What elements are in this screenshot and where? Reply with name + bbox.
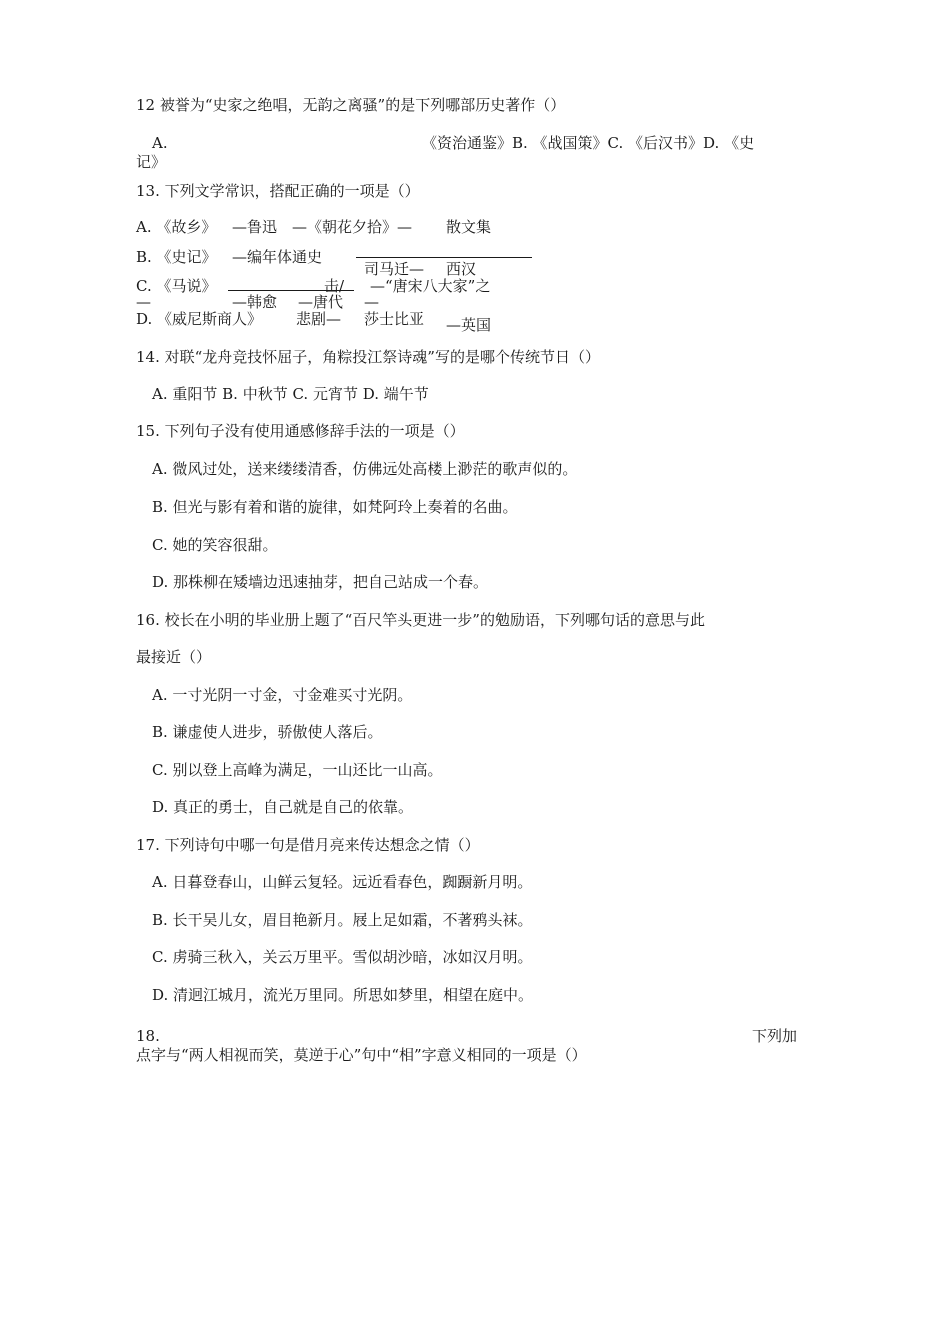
q13-stem: 13. 下列文学常识，搭配正确的一项是（） (136, 182, 420, 200)
q18-stem-right: 下列加 (752, 1027, 798, 1045)
q17-option-b: B. 长干吴儿女，眉目艳新月。屐上足如霜，不著鸦头袜。 (152, 911, 533, 929)
q17-stem: 17. 下列诗句中哪一句是借月亮来传达想念之情（） (136, 836, 480, 854)
q15-option-b: B. 但光与影有着和谐的旋律，如梵阿玲上奏着的名曲。 (152, 498, 518, 516)
q13-option-d-genre: 悲剧— (296, 310, 342, 328)
q18-stem-line2: 点字与“两人相视而笑，莫逆于心”句中“相”字意义相同的一项是（） (136, 1046, 587, 1064)
q17-option-c: C. 虏骑三秋入，关云万里平。雪似胡沙暗，冰如汉月明。 (152, 948, 533, 966)
q13-option-d-label: D. 《威尼斯商人》 (136, 310, 263, 328)
q12-option-a-label: A. (152, 134, 168, 152)
q13-option-d-author: 莎士比亚 (364, 310, 425, 328)
q13-option-b-author: 司马迁— (364, 260, 425, 278)
q12-options: 《资治通鉴》B. 《战国策》C. 《后汉书》D. 《史 (422, 134, 755, 152)
q16-option-a: A. 一寸光阴一寸金，寸金难买寸光阴。 (152, 686, 413, 704)
q13-option-c-author: —韩愈 (232, 293, 278, 311)
q12-options-tail: 记》 (136, 153, 167, 171)
q17-option-a: A. 日暮登春山，山鲜云复轻。远近看春色，踟蹰新月明。 (152, 873, 533, 891)
q13-option-c-fragment: 击/ (324, 277, 345, 295)
q13-option-c-dash-right: — (364, 293, 379, 311)
q13-option-c-label: C. 《马说》 (136, 277, 217, 295)
q16-option-d: D. 真正的勇士，自己就是自己的依靠。 (152, 798, 414, 816)
q13-option-c-dynasty: —唐代 (298, 293, 344, 311)
q13-option-b-dynasty: 西汉 (446, 260, 477, 278)
q16-option-c: C. 别以登上高峰为满足，一山还比一山高。 (152, 761, 443, 779)
q16-stem-line2: 最接近（） (136, 648, 212, 666)
q14-options: A. 重阳节 B. 中秋节 C. 元宵节 D. 端午节 (152, 385, 429, 403)
q12-stem: 12 被誉为“史家之绝唱，无韵之离骚”的是下列哪部历史著作（） (136, 96, 566, 114)
q15-option-a: A. 微风过处，送来缕缕清香，仿佛远处高楼上渺茫的歌声似的。 (152, 460, 578, 478)
q17-option-d: D. 清迥江城月，流光万里同。所思如梦里，相望在庭中。 (152, 986, 534, 1004)
q15-option-c: C. 她的笑容很甜。 (152, 536, 278, 554)
q13-option-d-country: —英国 (446, 316, 492, 334)
q16-stem-line1: 16. 校长在小明的毕业册上题了“百尺竿头更进一步”的勉励语，下列哪句话的意思与此 (136, 611, 705, 629)
q13-option-c-dash-left: — (136, 293, 151, 311)
q14-stem: 14. 对联“龙舟竞技怀屈子，角粽投江祭诗魂”写的是哪个传统节日（） (136, 348, 600, 366)
q13-option-b-genre: —编年体通史 (232, 248, 323, 266)
q15-option-d: D. 那株柳在矮墙边迅速抽芽，把自己站成一个春。 (152, 573, 489, 591)
q13-option-c-note: —“唐宋八大家”之 (370, 277, 491, 295)
q13-option-a-work: —《朝花夕拾》— (292, 218, 413, 236)
q16-option-b: B. 谦虚使人进步，骄傲使人落后。 (152, 723, 383, 741)
q13-option-b-underline (356, 257, 532, 258)
q18-number: 18. (136, 1027, 160, 1045)
q13-option-b-label: B. 《史记》 (136, 248, 217, 266)
q15-stem: 15. 下列句子没有使用通感修辞手法的一项是（） (136, 422, 465, 440)
q13-option-a-label: A. 《故乡》 (136, 218, 217, 236)
q13-option-a-author: —鲁迅 (232, 218, 278, 236)
q13-option-a-genre: 散文集 (446, 218, 492, 236)
